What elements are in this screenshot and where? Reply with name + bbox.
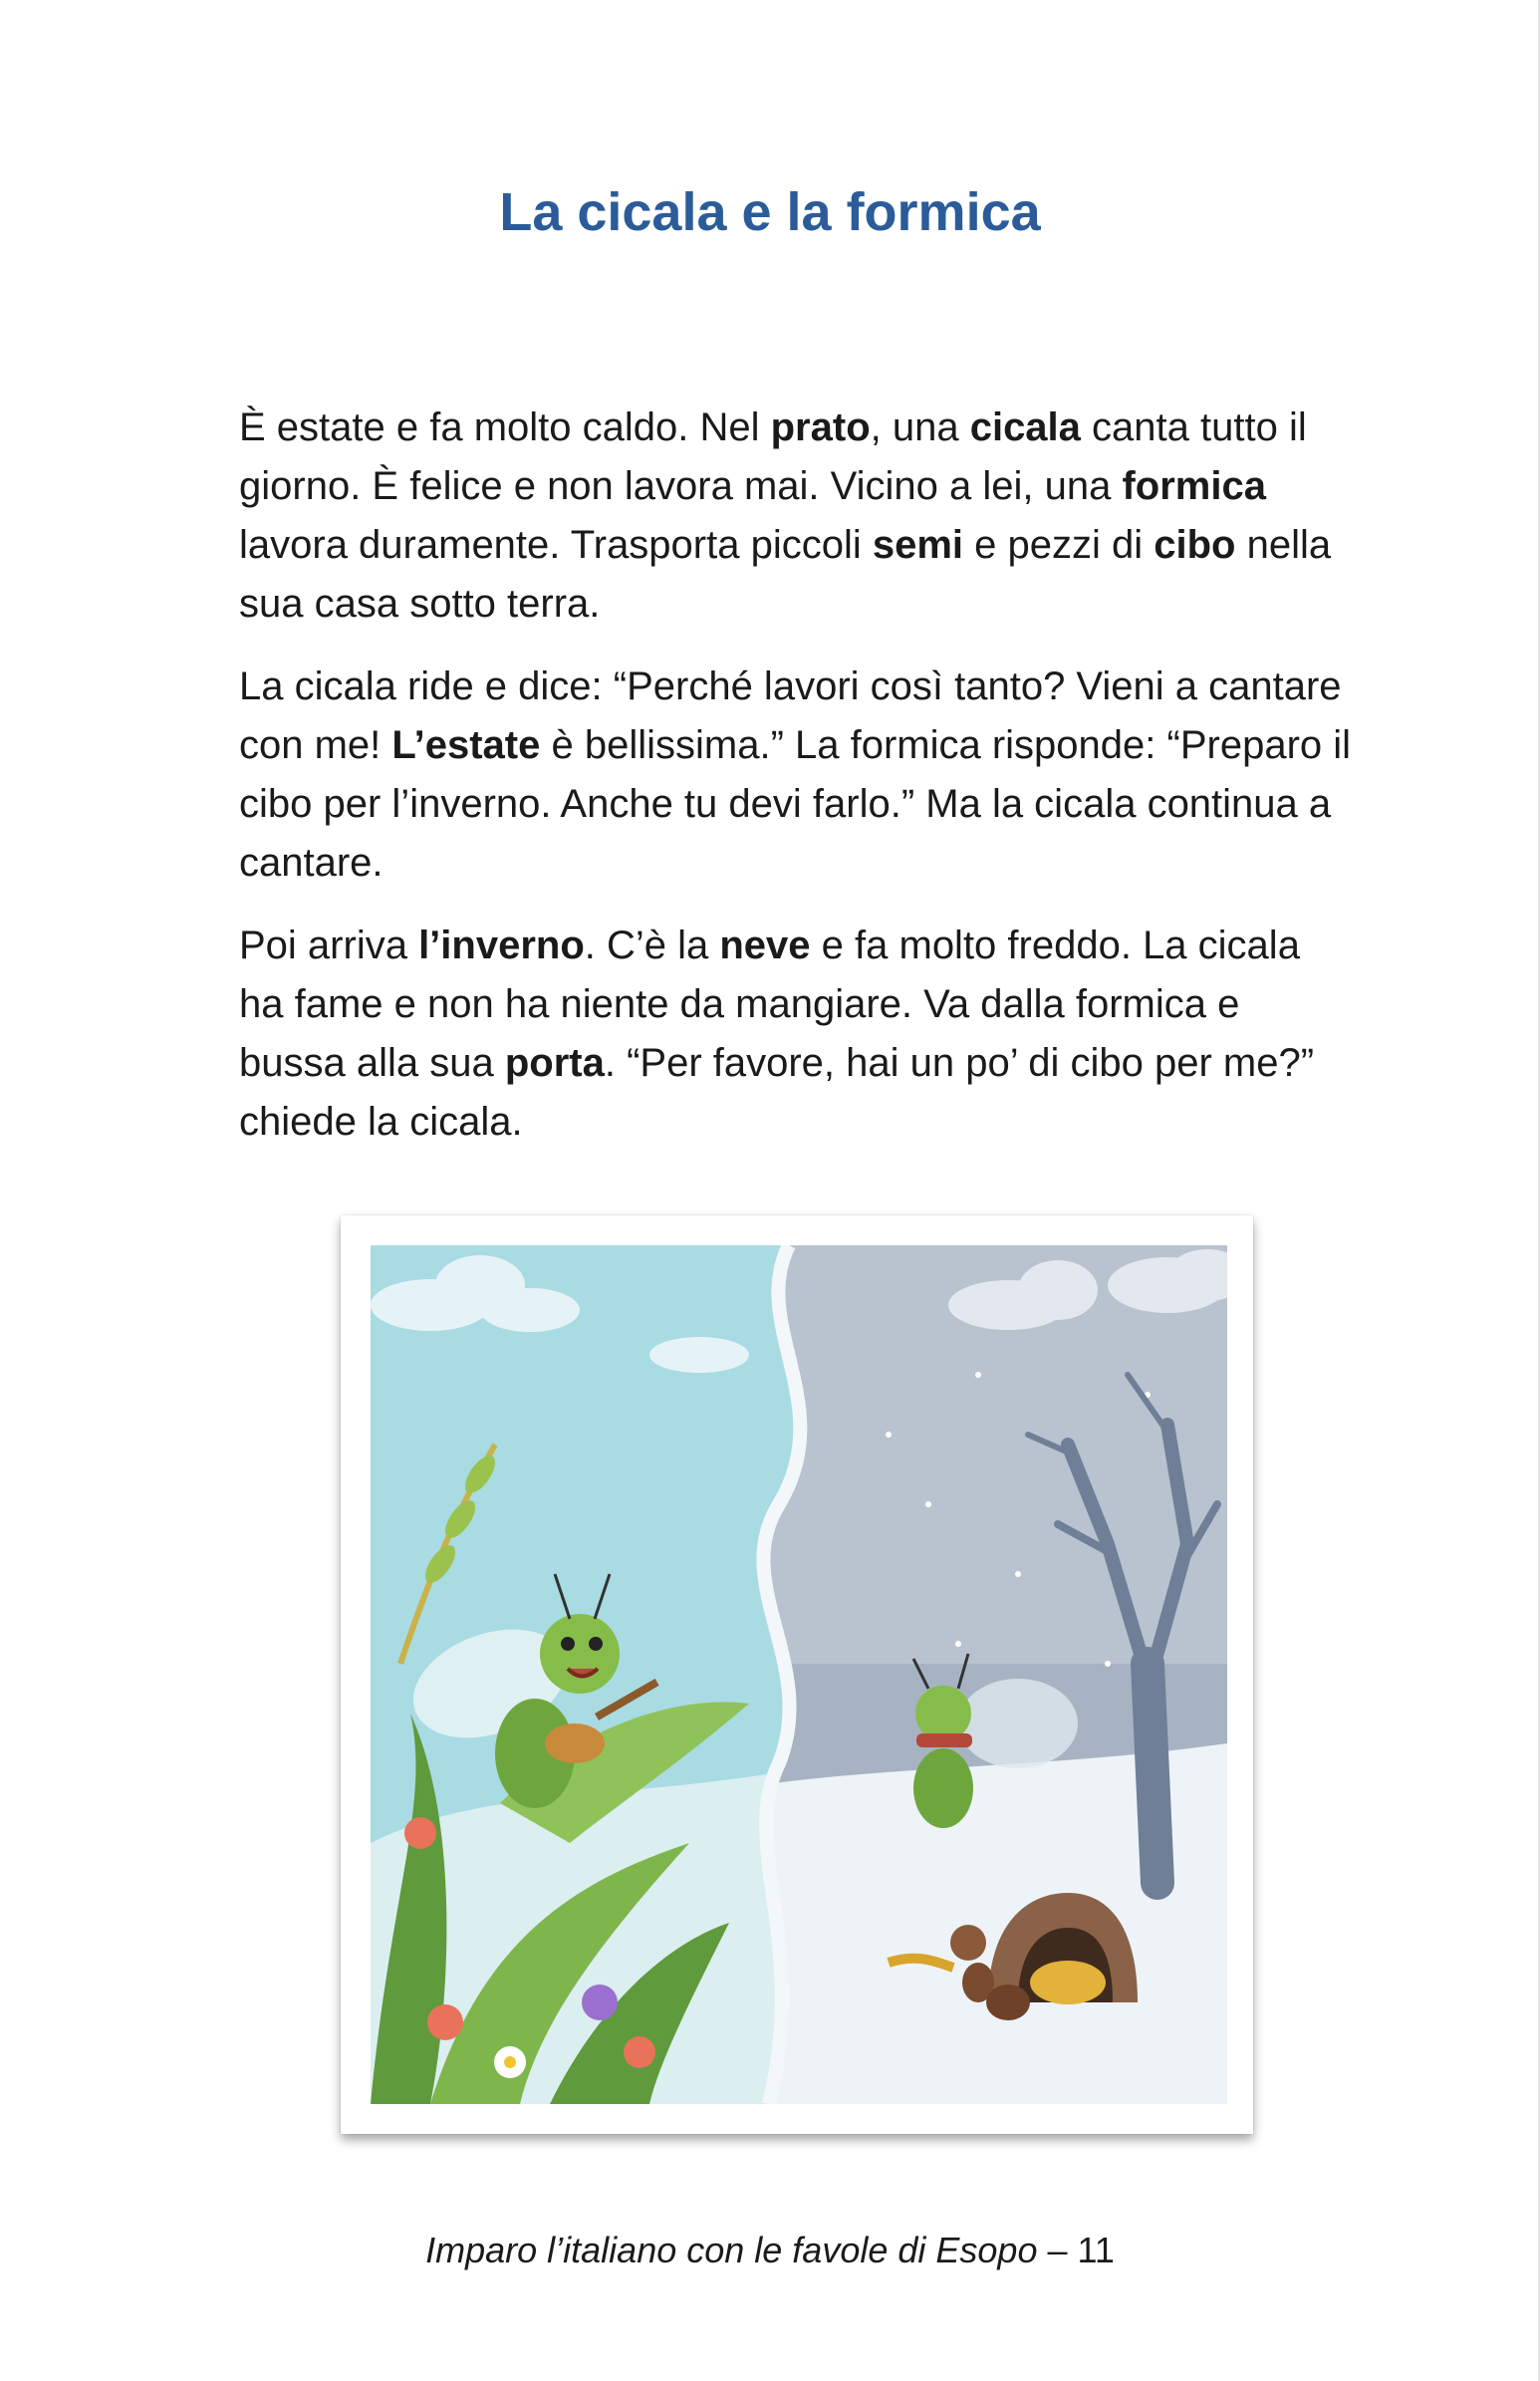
page-title: La cicala e la formica xyxy=(499,182,1041,242)
text-run: è bellissima.” La formica risponde: “Preparo il cibo per l’inverno. Anche tu devi farlo.” Ma la cicala continua a cantare. xyxy=(239,723,1352,885)
text-run: , una xyxy=(870,405,970,449)
text-run: È estate e fa molto caldo. Nel xyxy=(239,405,771,449)
vocab-word: formica xyxy=(1122,464,1266,508)
cicada-and-ant-illustration xyxy=(371,1245,1227,2104)
paragraph xyxy=(239,917,1355,1152)
vocab-word: L’estate xyxy=(391,723,541,767)
summer-side xyxy=(371,1245,829,2104)
vocab-word: semi xyxy=(872,523,964,567)
vocab-word: neve xyxy=(719,924,811,967)
text-run: . “Per favore, hai un po’ di cibo per me?” chiede la cicala. xyxy=(239,1041,1315,1144)
page-footer xyxy=(0,2230,1540,2271)
text-run: lavora duramente. Trasporta piccoli xyxy=(239,523,873,567)
page-number: 11 xyxy=(1077,2230,1115,2270)
text-run: e pezzi di xyxy=(963,523,1155,567)
paragraph xyxy=(239,398,1355,634)
text-run: . C’è la xyxy=(584,924,720,967)
vocab-word: l’inverno xyxy=(418,924,585,967)
story-text xyxy=(239,398,1355,1176)
text-run: nella sua casa sotto terra. xyxy=(239,523,1332,626)
vocab-word: prato xyxy=(770,405,871,449)
text-run: Poi arriva xyxy=(239,924,419,967)
vocab-word: porta xyxy=(504,1041,605,1085)
vocab-word: cibo xyxy=(1154,523,1236,567)
text-run: canta tutto il giorno. È felice e non lavora mai. Vicino a lei, una xyxy=(239,405,1307,508)
text-run: La cicala ride e dice: “Perché lavori così tanto? Vieni a cantare con me! xyxy=(239,664,1342,767)
paragraph xyxy=(239,658,1355,893)
story-illustration xyxy=(341,1215,1253,2134)
vocab-word: cicala xyxy=(969,405,1081,449)
footer-separator: – xyxy=(1037,2230,1078,2270)
book-title: Imparo l’italiano con le favole di Esopo xyxy=(425,2230,1038,2270)
text-run: e fa molto freddo. La cicala ha fame e non ha niente da mangiare. Va dalla formica e bussa alla sua xyxy=(239,924,1300,1085)
